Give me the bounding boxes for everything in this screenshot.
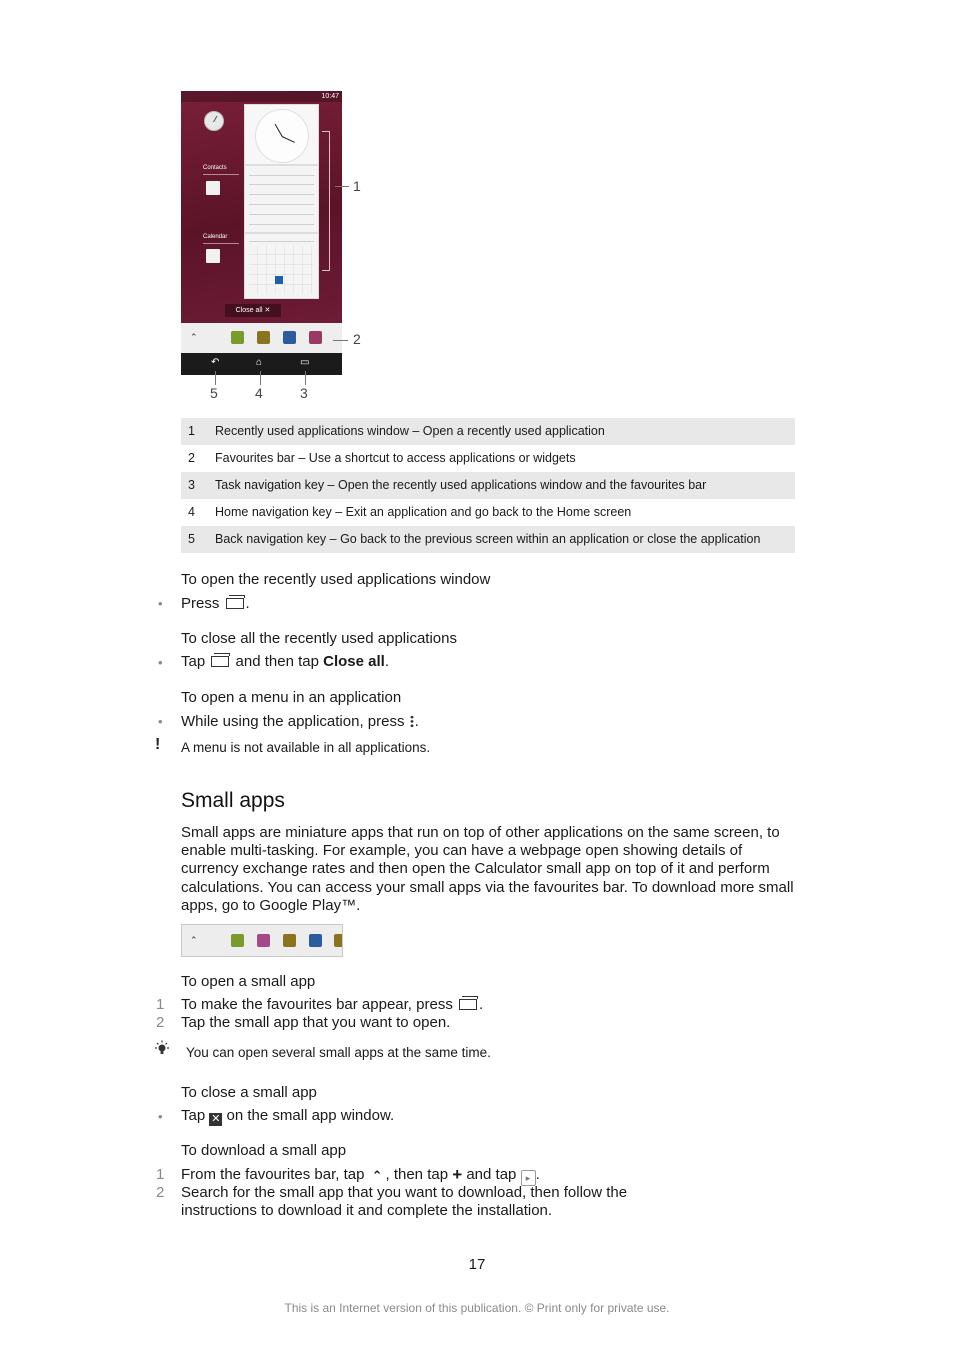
- back-icon[interactable]: ↶: [211, 357, 220, 368]
- instruction-step: Tap the small app that you want to open.: [181, 1014, 451, 1031]
- small-app-icon: [309, 934, 322, 947]
- bullet: •: [158, 655, 163, 670]
- calendar-grid: [249, 246, 313, 294]
- home-icon[interactable]: ⌂: [256, 357, 263, 368]
- bullet: •: [158, 596, 163, 611]
- calendar-icon: [206, 249, 220, 263]
- recent-app-card-contacts: [244, 165, 319, 233]
- task-icon[interactable]: ▭: [300, 357, 310, 368]
- section-heading-open-recent: To open the recently used applications window: [181, 571, 491, 588]
- small-app-icon[interactable]: [283, 331, 296, 344]
- small-app-icon: [334, 934, 343, 947]
- table-row: [181, 418, 795, 445]
- legend-text: Recently used applications window – Open a recently used application: [215, 424, 605, 438]
- task-icon: [459, 999, 477, 1010]
- contacts-label: Contacts: [203, 165, 227, 171]
- section-heading-open-small-app: To open a small app: [181, 973, 316, 990]
- close-all-button[interactable]: [225, 304, 281, 317]
- calendar-label: Calendar: [203, 234, 228, 240]
- plus-icon: +: [452, 1165, 463, 1184]
- callout-2: 2: [353, 331, 361, 347]
- legend-number: 5: [188, 532, 195, 546]
- callout-4: 4: [255, 385, 263, 401]
- instruction-step: From the favourites bar, tap ⌃ , then tap + and tap ▸ .: [181, 1165, 540, 1184]
- small-app-icon[interactable]: [231, 331, 244, 344]
- exclamation-icon: !: [155, 736, 161, 753]
- legend-table: [181, 418, 795, 553]
- section-heading-download-small-app: To download a small app: [181, 1142, 347, 1159]
- divider: [203, 174, 239, 175]
- tip-text: You can open several small apps at the same time.: [186, 1045, 491, 1060]
- status-time: 10:47: [321, 93, 339, 100]
- section-title-small-apps: Small apps: [181, 789, 285, 812]
- bullet: •: [158, 1109, 163, 1124]
- legend-text: Back navigation key – Go back to the previous screen within an application or close the application: [215, 532, 761, 546]
- callout-line: [335, 186, 349, 187]
- instruction-step: Tap and then tap Close all.: [181, 653, 389, 670]
- callout-line: [333, 340, 348, 341]
- step-number: 1: [156, 1166, 165, 1183]
- legend-text: Task navigation key – Open the recently used applications window and the favourites bar: [215, 478, 707, 492]
- callout-line: [305, 371, 306, 385]
- small-app-icon[interactable]: [257, 331, 270, 344]
- page-number: 17: [468, 1256, 486, 1273]
- legend-number: 1: [188, 424, 195, 438]
- section-heading-close-recent: To close all the recently used applications: [181, 630, 457, 647]
- table-row: [181, 445, 795, 472]
- small-app-icon: [231, 934, 244, 947]
- favourites-bar-image: [181, 924, 343, 957]
- store-icon: ▸: [521, 1170, 536, 1186]
- legend-text: Favourites bar – Use a shortcut to access applications or widgets: [215, 451, 576, 465]
- chevron-up-icon: ⌃: [371, 1168, 383, 1183]
- close-all-label: Close all: [235, 307, 263, 314]
- callout-bracket: [322, 131, 330, 271]
- task-icon: [226, 598, 244, 609]
- section-heading-open-menu: To open a menu in an application: [181, 689, 402, 706]
- callout-1: 1: [353, 178, 361, 194]
- navigation-bar: [181, 353, 342, 375]
- calendar-selected-day: [275, 276, 283, 284]
- close-all-text: Close all: [323, 653, 385, 670]
- footer-notice: This is an Internet version of this publication. © Print only for private use.: [284, 1301, 670, 1315]
- status-bar: [181, 91, 342, 102]
- callout-line: [215, 371, 216, 385]
- instruction-step: Search for the small app that you want to download, then follow the: [181, 1184, 628, 1201]
- chevron-up-icon[interactable]: ⌃: [190, 332, 198, 342]
- chevron-up-icon: ⌃: [190, 935, 198, 945]
- callout-line: [260, 371, 261, 385]
- callout-3: 3: [300, 385, 308, 401]
- clock-icon: [204, 111, 224, 131]
- section-heading-close-small-app: To close a small app: [181, 1084, 317, 1101]
- recent-app-card-calendar: [244, 233, 319, 299]
- clock-face-icon: [255, 109, 309, 163]
- lightbulb-icon: [153, 1040, 171, 1058]
- small-apps-paragraph: Small apps are miniature apps that run on top of other applications on the same screen, to enable multi-tasking. For example, you can have a webpage open showing details of currency exchange rates and then open the Calculator small app on top of it and perform calculations. You can access your small apps via the favourites bar. To download more small apps, go to Google Play™.: [181, 824, 794, 914]
- instruction-step: Tap ✕ on the small app window.: [181, 1107, 395, 1125]
- instruction-step: To make the favourites bar appear, press .: [181, 996, 484, 1013]
- table-row: [181, 472, 795, 499]
- small-app-icon: [283, 934, 296, 947]
- favourites-bar: [181, 323, 342, 353]
- note-text: A menu is not available in all applications.: [181, 740, 431, 755]
- callout-5: 5: [210, 385, 218, 401]
- step-number: 1: [156, 996, 165, 1013]
- recent-app-card-clock: [244, 104, 319, 165]
- close-icon: ✕: [211, 1113, 221, 1125]
- bullet: •: [158, 714, 163, 729]
- legend-number: 3: [188, 478, 195, 492]
- small-app-icon: [257, 934, 270, 947]
- menu-icon: [410, 715, 414, 728]
- instruction-step: Press .: [181, 595, 250, 612]
- legend-number: 2: [188, 451, 195, 465]
- small-app-icon[interactable]: [309, 331, 322, 344]
- step-number: 2: [156, 1014, 165, 1031]
- task-icon: [211, 656, 229, 667]
- step-number: 2: [156, 1184, 165, 1201]
- table-row: [181, 499, 795, 526]
- recent-apps-screenshot: [181, 91, 342, 375]
- close-x-icon: ✕: [264, 307, 271, 314]
- contacts-icon: [206, 181, 220, 195]
- legend-text: Home navigation key – Exit an application and go back to the Home screen: [215, 505, 632, 519]
- instruction-step: While using the application, press .: [181, 713, 419, 730]
- instruction-step-continued: instructions to download it and complete the installation.: [181, 1202, 553, 1219]
- divider: [203, 243, 239, 244]
- legend-number: 4: [188, 505, 195, 519]
- table-row: [181, 526, 795, 553]
